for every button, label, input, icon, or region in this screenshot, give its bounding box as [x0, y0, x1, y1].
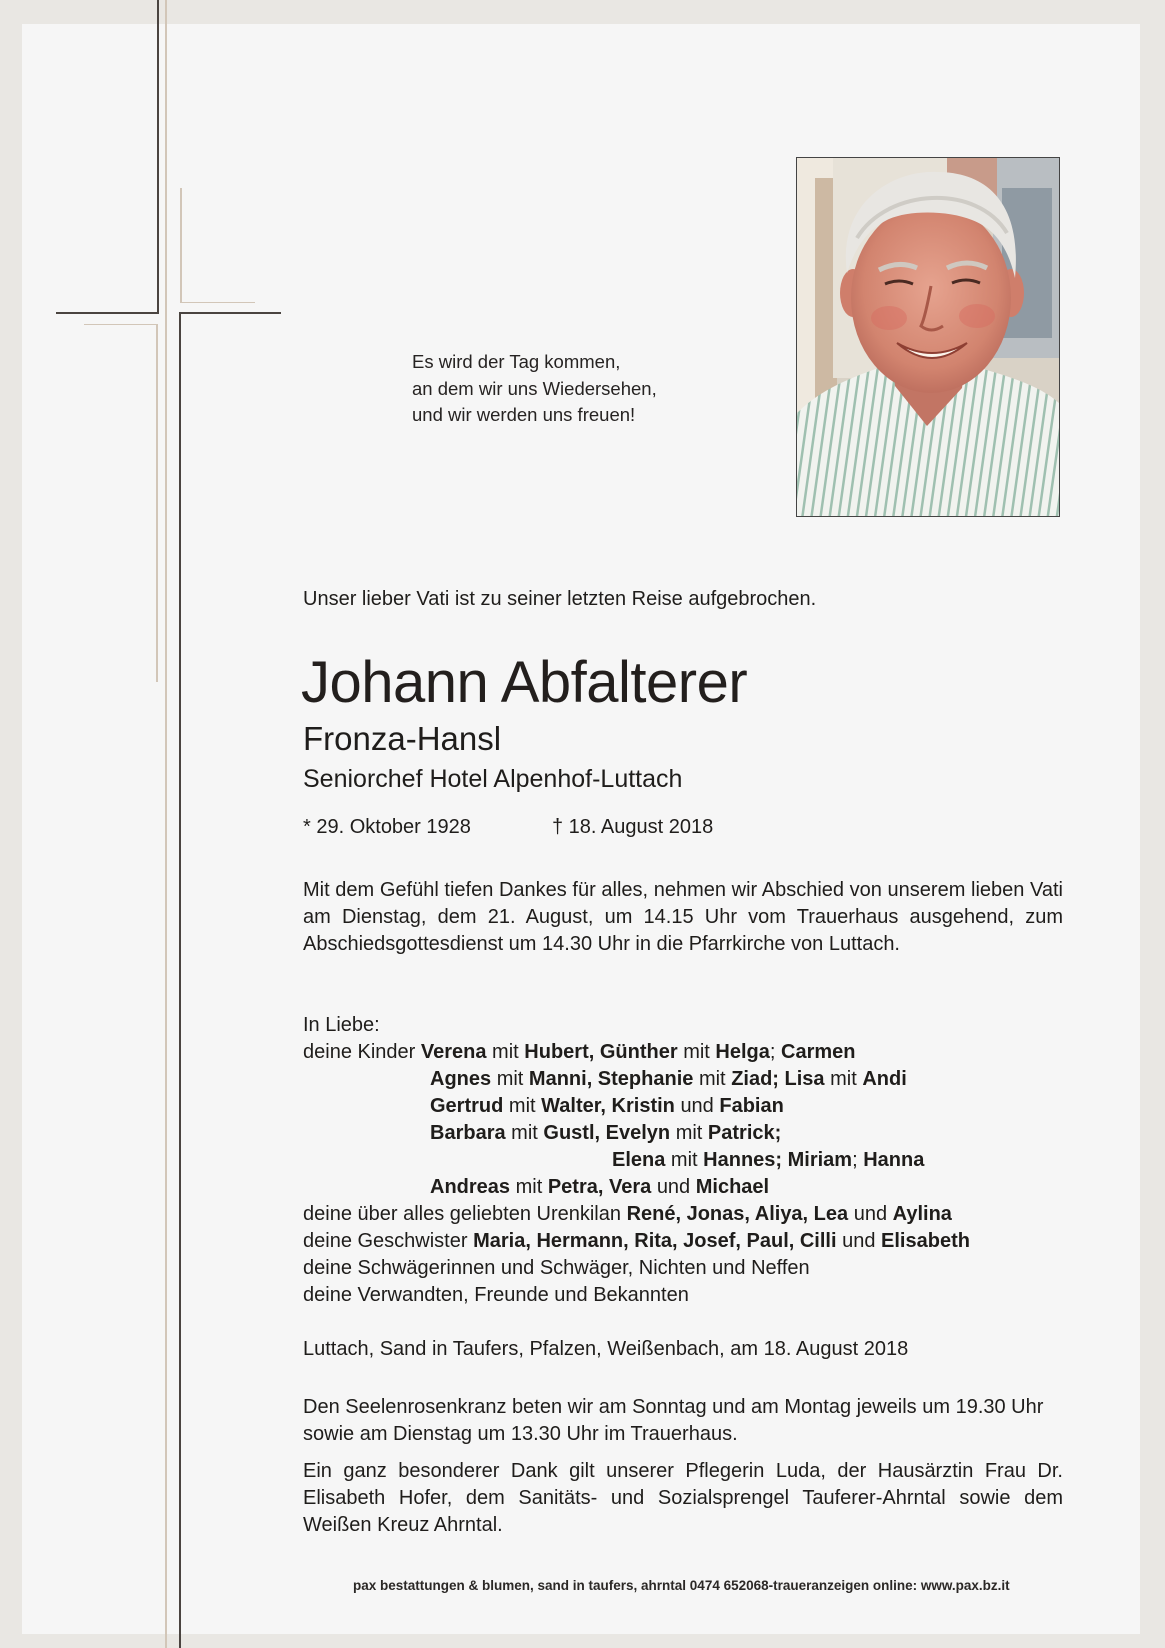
mourner-name: Hannes; Miriam: [703, 1149, 853, 1171]
mourner-name: Hanna: [863, 1149, 925, 1171]
mourner-name: Maria, Hermann, Rita, Josef, Paul, Cilli: [473, 1230, 837, 1252]
intro-text: Unser lieber Vati ist zu seiner letzten Reise aufgebrochen.: [303, 588, 817, 610]
footer-imprint: pax bestattungen & blumen, sand in taufers, ahrntal 0474 652068-traueranzeigen online: www.pax.bz.it: [353, 1578, 1010, 1593]
mourner-name: Helga: [715, 1041, 770, 1063]
word-und: und: [853, 1203, 888, 1225]
word-mit: mit: [675, 1122, 703, 1144]
word-mit: mit: [508, 1095, 536, 1117]
farewell-text: Mit dem Gefühl tiefen Dankes für alles, nehmen wir Abschied von unserem lieben Vati am Dienstag, dem 21. August, um 14.15 Uhr vom Trauerhaus ausgehend, zum Abschiedsgottesdienst um 14.30 Uhr in die Pfarrkirche von Luttach.: [303, 879, 1063, 956]
children-row: [430, 1093, 784, 1120]
mourner-name: Barbara: [430, 1122, 506, 1144]
word-mit: mit: [830, 1068, 857, 1090]
mourner-name: Agnes: [430, 1068, 492, 1090]
word-mit: mit: [511, 1122, 538, 1144]
children-label: deine Kinder: [303, 1041, 416, 1063]
inlaws-row: deine Schwägerinnen und Schwäger, Nichten und Neffen: [303, 1257, 810, 1279]
children-row: [430, 1120, 781, 1147]
word-mit: mit: [492, 1041, 519, 1063]
place-date: Luttach, Sand in Taufers, Pfalzen, Weißenbach, am 18. August 2018: [303, 1338, 909, 1360]
relatives-row: deine Verwandten, Freunde und Bekannten: [303, 1284, 689, 1306]
quote-line: an dem wir uns Wiedersehen,: [412, 377, 657, 399]
word-mit: mit: [698, 1068, 726, 1090]
mourner-name: Gertrud: [430, 1095, 504, 1117]
quote-line: Es wird der Tag kommen,: [412, 351, 621, 372]
role: Seniorchef Hotel Alpenhof-Luttach: [303, 765, 683, 793]
great-grandchildren-row: [303, 1201, 952, 1228]
word-mit: mit: [515, 1176, 543, 1198]
portrait-photo: [796, 157, 1060, 517]
siblings-label: deine Geschwister: [303, 1230, 468, 1252]
siblings-row: [303, 1228, 970, 1255]
word-und: und: [680, 1095, 714, 1117]
mourner-name: Michael: [695, 1176, 770, 1198]
word-mit: mit: [670, 1149, 698, 1171]
children-row: [430, 1174, 769, 1201]
mourner-name: Petra, Vera: [547, 1176, 652, 1198]
thanks-text: Ein ganz besonderer Dank gilt unserer Pflegerin Luda, der Hausärztin Frau Dr. Elisabeth Hofer, dem Sanitäts- und Sozialsprengel Tauferer-Ahrntal sowie dem Weißen Kreuz Ahrntal.: [303, 1460, 1063, 1537]
separator: ;: [852, 1149, 858, 1171]
word-und: und: [842, 1230, 876, 1252]
mourners-heading: In Liebe:: [303, 1014, 380, 1036]
word-mit: mit: [496, 1068, 524, 1090]
mourner-name: Walter, Kristin: [541, 1095, 675, 1117]
mourner-name: Elena: [612, 1149, 666, 1171]
children-row: [303, 1039, 856, 1066]
mourner-name: Manni, Stephanie: [528, 1068, 694, 1090]
mourner-name: Hubert, Günther: [524, 1041, 678, 1063]
mourner-name: Fabian: [719, 1095, 784, 1117]
children-row: [612, 1147, 924, 1174]
rosary-line: Den Seelenrosenkranz beten wir am Sonntag und am Montag jeweils um 19.30 Uhr: [303, 1396, 1044, 1418]
portrait-illustration: [797, 158, 1059, 516]
nickname: Fronza-Hansl: [303, 720, 502, 757]
quote-line: und wir werden uns freuen!: [412, 404, 636, 425]
mourner-name: Patrick;: [707, 1122, 782, 1144]
mourner-name: René, Jonas, Aliya, Lea: [626, 1203, 849, 1225]
mourner-name: Elisabeth: [881, 1230, 970, 1252]
word-mit: mit: [683, 1041, 710, 1063]
mourner-name: Carmen: [781, 1041, 856, 1063]
mourner-name: Andreas: [430, 1176, 511, 1198]
separator: ;: [769, 1041, 776, 1063]
mourner-name: Verena: [420, 1041, 487, 1063]
quote: [412, 349, 657, 429]
children-row: [430, 1066, 907, 1093]
birth-date: * 29. Oktober 1928: [303, 816, 471, 838]
mourner-name: Ziad; Lisa: [731, 1068, 825, 1090]
deceased-name: Johann Abfalterer: [301, 650, 748, 715]
death-date: † 18. August 2018: [552, 816, 714, 838]
rosary-line: sowie am Dienstag um 13.30 Uhr im Trauerhaus.: [303, 1423, 738, 1445]
great-grandchildren-label: deine über alles geliebten Urenkilan: [303, 1203, 621, 1225]
mourner-name: Andi: [862, 1068, 907, 1090]
mourner-name: Gustl, Evelyn: [543, 1122, 671, 1144]
word-und: und: [656, 1176, 691, 1198]
mourner-name: Aylina: [892, 1203, 952, 1225]
